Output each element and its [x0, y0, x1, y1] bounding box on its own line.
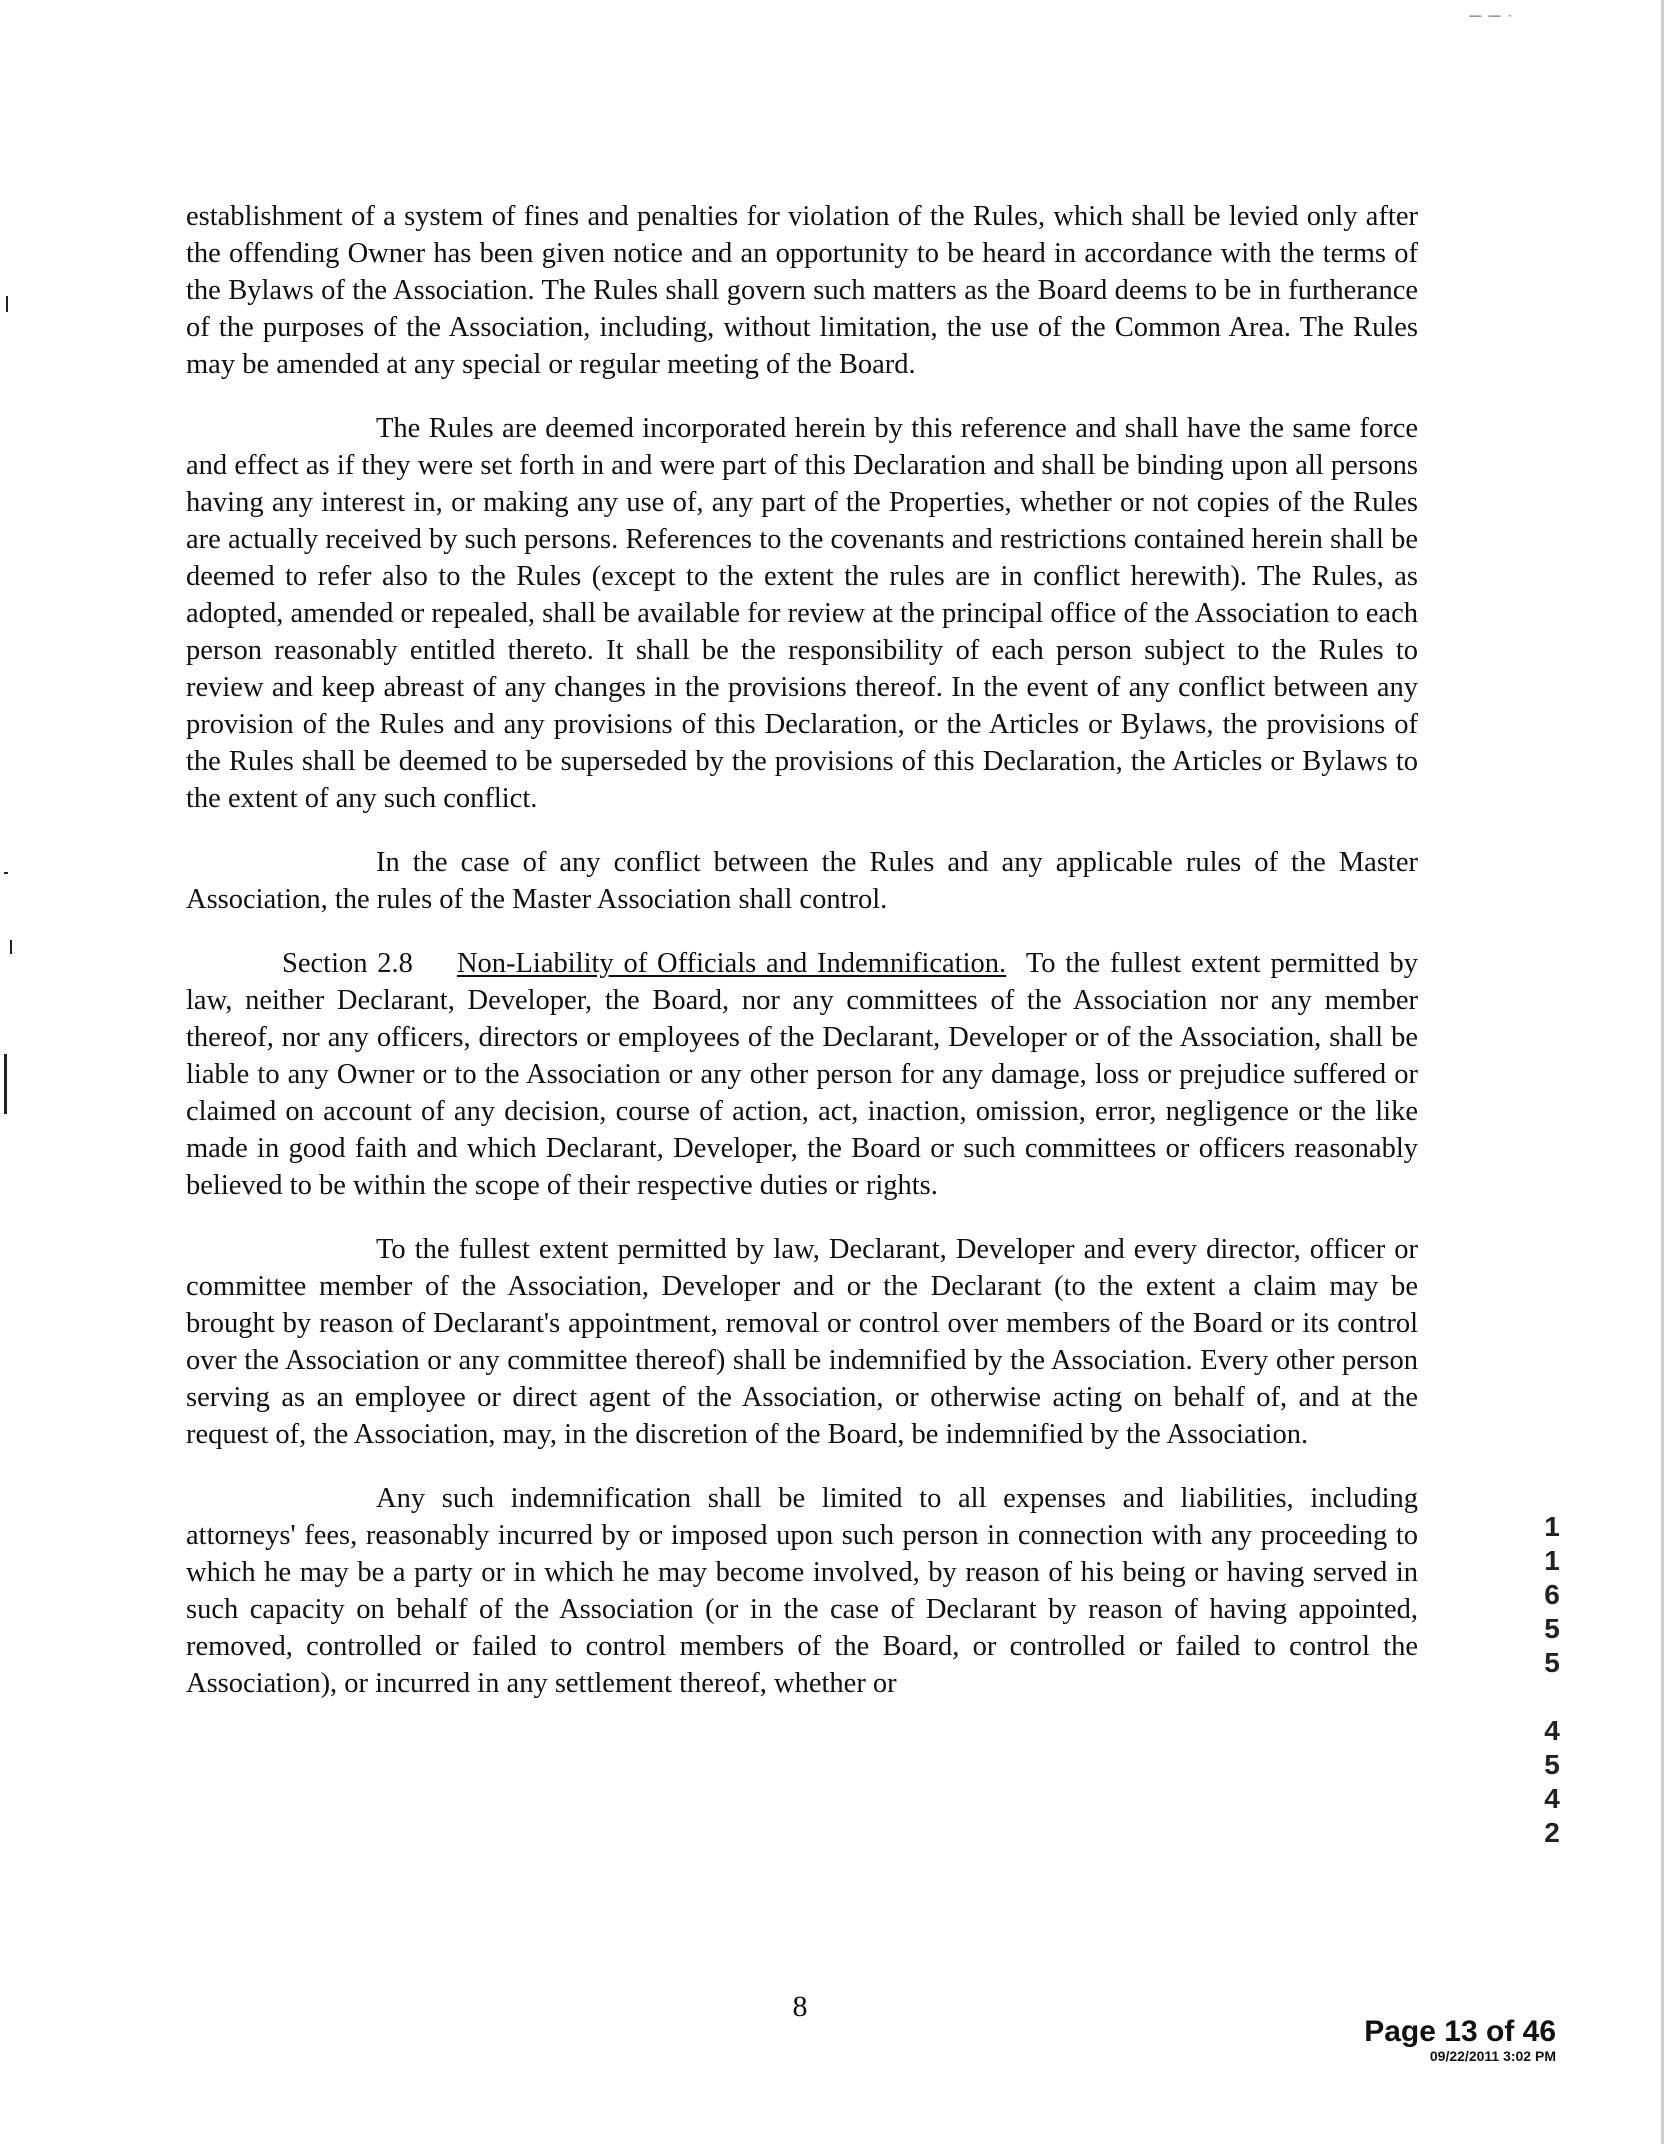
book-ref-digit: 5	[1544, 1647, 1560, 1678]
book-ref-digit: 5	[1544, 1613, 1560, 1644]
book-ref-digit: 5	[1544, 1749, 1560, 1780]
section-title: Non-Liability of Officials and Indemnification.	[456, 948, 1007, 979]
section-2-8	[186, 945, 1418, 1204]
margin-mark	[6, 296, 8, 312]
margin-mark	[10, 940, 12, 954]
page-number: 8	[792, 1990, 808, 2023]
paragraph-master-association: In the case of any conflict between the Rules and any applicable rules of the Master Association, the rules of the Master Association shall control.	[186, 847, 1418, 915]
book-ref-digit: 1	[1544, 1511, 1560, 1542]
paragraph-rules-fines: establishment of a system of fines and penalties for violation of the Rules, which shall be levied only after the offending Owner has been given notice and an opportunity to be heard in accordance with the terms of the Bylaws of the Association. The Rules shall govern such matters as the Board deems to be in furtherance of the purposes of the Association, including, without limitation, the use of the Common Area. The Rules may be amended at any special or regular meeting of the Board.	[186, 201, 1418, 380]
book-ref-gap	[1532, 1680, 1572, 1714]
book-ref-digit: 4	[1544, 1715, 1560, 1746]
paragraph-rules-incorporated: The Rules are deemed incorporated herein by this reference and shall have the same force and effect as if they were set forth in and were part of this Declaration and shall be binding upon all persons having any interest in, or making any use of, any part of the Properties, whether or not copies of the Rules are actually received by such persons. References to the covenants and restrictions contained herein shall be deemed to refer also to the Rules (except to the extent the rules are in conflict herewith). The Rules, as adopted, amended or repealed, shall be available for review at the principal office of the Association to each person reasonably entitled thereto. It shall be the responsibility of each person subject to the Rules to review and keep abreast of any changes in the provisions thereof. In the event of any conflict between any provision of the Rules and any provisions of this Declaration, or the Articles or Bylaws, the provisions of the Rules shall be deemed to be superseded by the provisions of this Declaration, the Articles or Bylaws to the extent of any such conflict.	[186, 413, 1418, 814]
section-number: Section 2.8	[282, 948, 413, 979]
book-page-reference	[1532, 1510, 1572, 1850]
paragraph-indemnification-limits: Any such indemnification shall be limited to all expenses and liabilities, including attorneys' fees, reasonably incurred by or imposed upon such person in connection with any proceeding to which he may be a party or in which he may become involved, by reason of his being or having served in such capacity on behalf of the Association (or in the case of Declarant by reason of having appointed, removed, controlled or failed to control members of the Board, or controlled or failed to control the Association), or incurred in any settlement thereof, whether or	[186, 1483, 1418, 1699]
margin-mark	[4, 1054, 7, 1114]
page-count-label: Page 13 of 46	[1364, 2015, 1556, 2048]
recording-stamp	[1364, 2016, 1556, 2064]
margin-mark	[4, 872, 8, 874]
paragraph-indemnification: To the fullest extent permitted by law, Declarant, Developer and every director, officer or committee member of the Association, Developer and or the Declarant (to the extent a claim may be brought by reason of Declarant's appointment, removal or control over members of the Board or its control over the Association or any committee thereof) shall be indemnified by the Association. Every other person serving as an employee or direct agent of the Association, or otherwise acting on behalf of, and at the request of, the Association, may, in the discretion of the Board, be indemnified by the Association.	[186, 1234, 1418, 1450]
scan-top-mark: — — ·	[1469, 8, 1514, 22]
section-text: To the fullest extent permitted by law, neither Declarant, Developer, the Board, nor any committees of the Association nor any member thereof, nor any officers, directors or employees of the Declarant, Developer or of the Association, shall be liable to any Owner or to the Association or any other person for any damage, loss or prejudice suffered or claimed on account of any decision, course of action, act, inaction, omission, error, negligence or the like made in good faith and which Declarant, Developer, the Board or such committees or officers reasonably believed to be within the scope of their respective duties or rights.	[186, 948, 1418, 1201]
book-ref-digit: 2	[1544, 1817, 1560, 1848]
document-body	[186, 198, 1418, 1729]
recording-datetime: 09/22/2011 3:02 PM	[1429, 2048, 1556, 2064]
book-ref-digit: 6	[1544, 1579, 1560, 1610]
book-ref-digit: 4	[1544, 1783, 1560, 1814]
book-ref-digit: 1	[1544, 1545, 1560, 1576]
